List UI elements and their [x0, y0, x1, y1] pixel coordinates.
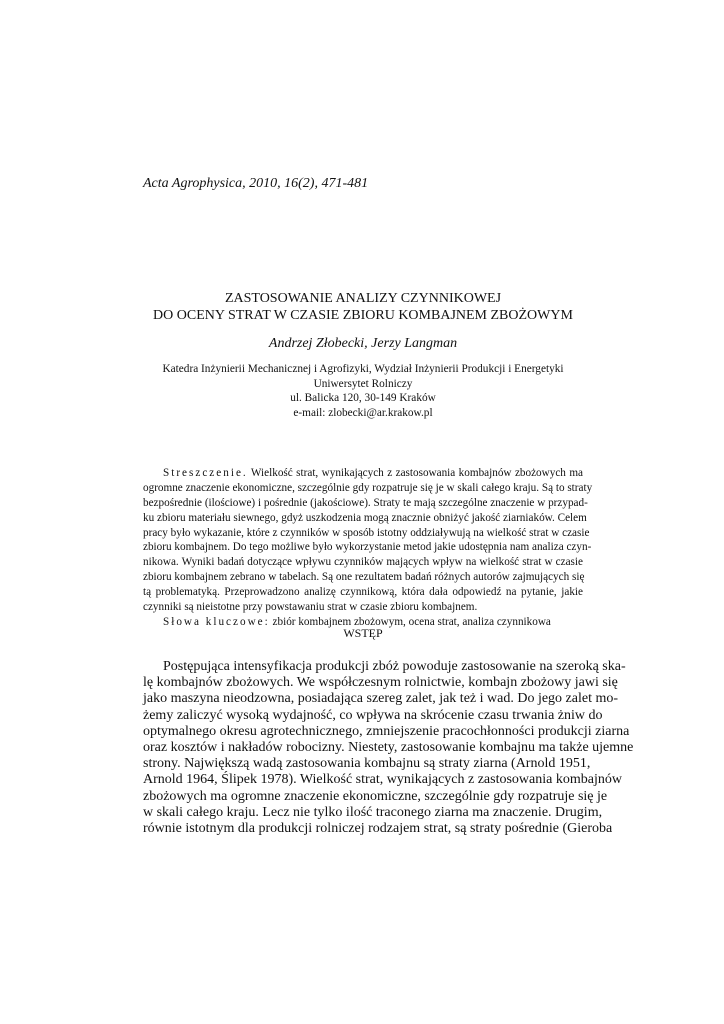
body-line: Arnold 1964, Ślipek 1978). Wielkość strat, wynikających z zastosowania kombajnów: [143, 772, 622, 788]
title-line: DO OCENY STRAT W CZASIE ZBIORU KOMBAJNEM ZBOŻOWYM: [153, 308, 573, 323]
authors: Andrzej Złobecki, Jerzy Langman: [268, 336, 458, 351]
body-line: Postępująca intensyfikacja produkcji zbóż powoduje zastosowanie na szeroką ska-: [163, 659, 626, 674]
abstract-line: tą problematyką. Przeprowadzono analizę czynnikową, która dała odpowiedź na pytanie, jakie: [143, 586, 583, 599]
abstract-line: ku zbioru materiału siewnego, gdyż uszkodzenia mogą znacznie obniżyć jakość ziarniaków. Celem: [143, 511, 587, 524]
affiliation-line: Uniwersytet Rolniczy: [313, 377, 413, 390]
body-line: optymalnego okresu agrotechnicznego, zmniejszenie pracochłonności produkcji ziarna: [143, 723, 630, 739]
body-line: w skali całego kraju. Lecz nie tylko ilość traconego ziarna ma znaczenie. Drugim,: [143, 804, 603, 820]
article-title: [143, 290, 583, 324]
abstract-line: zbioru kombajnem zebrano w tabelach. Są one rezultatem badań różnych autorów zajmujących się: [143, 571, 585, 584]
affiliation-line: Katedra Inżynierii Mechanicznej i Agrofizyki, Wydział Inżynierii Produkcji i Energetyki: [162, 363, 564, 375]
body-line: lę kombajnów zbożowych. We współczesnym rolnictwie, kombajn zbożowy jawi się: [143, 675, 618, 691]
body-line: żemy zaliczyć wysoką wydajność, co wpływa na skrócenie czasu trwania żniw do: [143, 707, 603, 723]
abstract-line: Streszczenie. Wielkość strat, wynikających z zastosowania kombajnów zbożowych ma: [163, 467, 583, 479]
abstract-line: czynniki są nieistotne przy powstawaniu strat w czasie zbioru kombajnem.: [143, 601, 478, 614]
abstract-line: bezpośrednie (ilościowe) i pośrednie (jakościowe). Straty te mają szczególne znaczenie w przypad-: [143, 496, 588, 509]
affiliation-line: ul. Balicka 120, 30-149 Kraków: [290, 392, 436, 404]
keywords-label: Słowa kluczowe:: [163, 615, 270, 628]
body-line: zbożowych ma ogromne znaczenie ekonomiczne, szczególnie gdy rozpatruje się je: [143, 788, 608, 804]
journal-reference: Acta Agrophysica, 2010, 16(2), 471-481: [143, 176, 369, 191]
abstract-line: nikowa. Wyniki badań dotyczące wpływu czynników mających wpływ na wielkość strat w czasie: [143, 556, 583, 569]
body-line: oraz kosztów i nakładów robocizny. Niestety, zastosowanie kombajnu ma także ujemne: [143, 739, 634, 755]
keywords: zbiór kombajnem zbożowym, ocena strat, analiza czynnikowa: [269, 615, 551, 628]
email-line: e-mail: zlobecki@ar.krakow.pl: [293, 406, 433, 419]
title-line: ZASTOSOWANIE ANALIZY CZYNNIKOWEJ: [224, 291, 502, 306]
section-heading: WSTĘP: [343, 626, 383, 640]
affiliation: [143, 362, 583, 420]
abstract-line: ogromne znaczenie ekonomiczne, szczególnie gdy rozpatruje się je w skali całego kraju. Są to straty: [143, 481, 593, 494]
abstract-label: Streszczenie.: [163, 467, 248, 479]
body-line: jako maszyna nieodzowna, posiadająca szereg zalet, jak też i wad. Do jego zalet mo-: [143, 691, 619, 707]
intro-paragraph: [143, 659, 634, 837]
abstract-line: zbioru kombajnem. Do tego możliwe było wykorzystanie metod jakie udostępnia nam analiza czyn-: [143, 541, 592, 554]
abstract: [143, 466, 593, 630]
body-line: równie istotnym dla produkcji rolniczej rodzajem strat, są straty pośrednie (Gieroba: [143, 820, 613, 836]
abstract-line: pracy było wykazanie, które z czynników w sposób istotny oddziaływują na wielkość strat w czasie: [143, 526, 590, 539]
body-line: strony. Największą wadą zastosowania kombajnu są straty ziarna (Arnold 1951,: [143, 756, 591, 772]
